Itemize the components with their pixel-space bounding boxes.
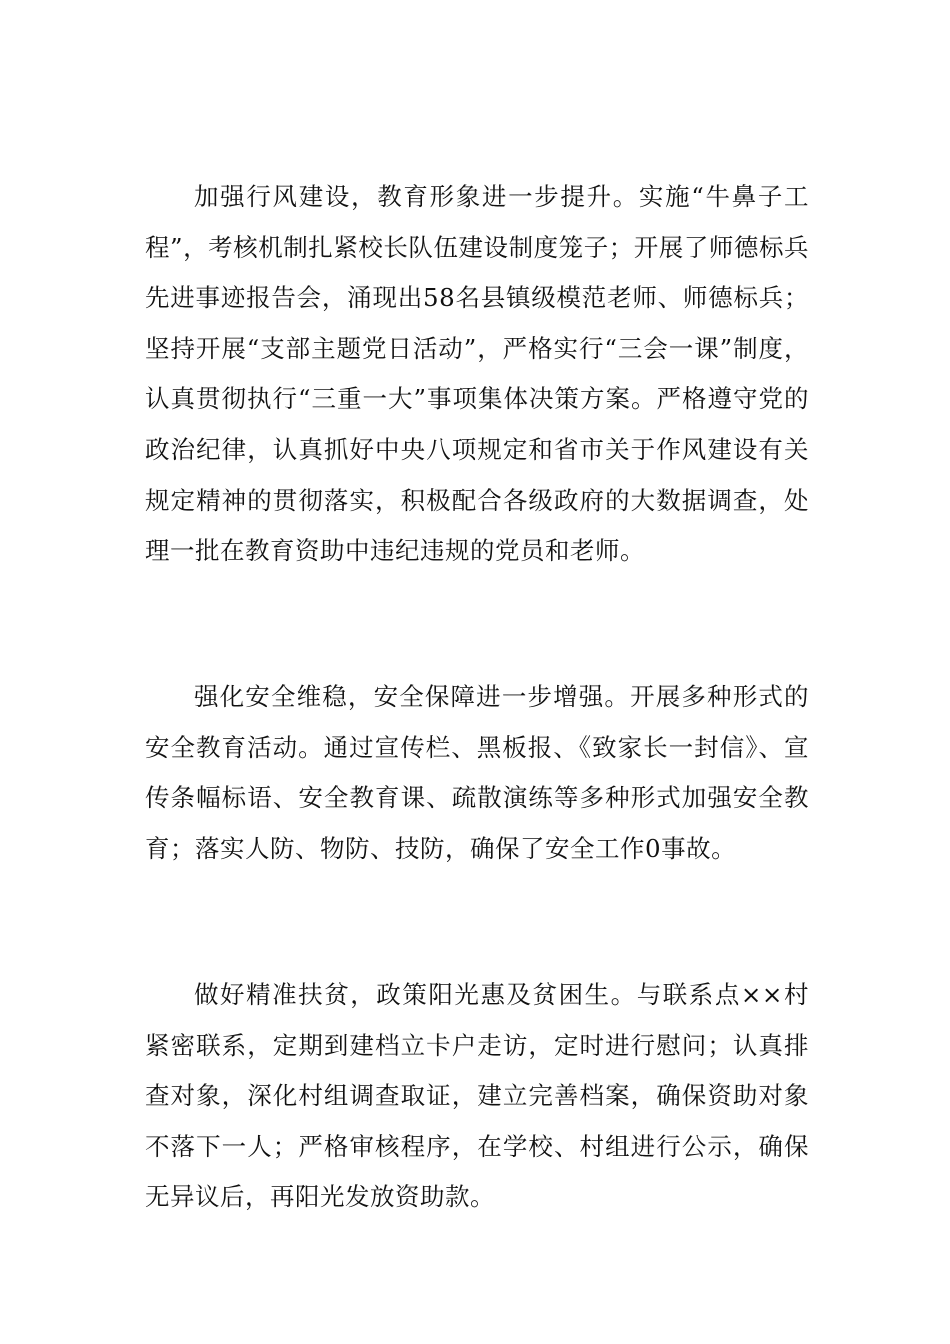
paragraph-safety-stability: 强化安全维稳，安全保障进一步增强。开展多种形式的安全教育活动。通过宣传栏、黑板报、《致家长一封信》、宣传条幅标语、安全教育课、疏散演练等多种形式加强安全教育；落实人防、物防、技防，确保了安全工作0事故。 xyxy=(145,682,809,863)
paragraph-poverty-alleviation: 做好精准扶贫，政策阳光惠及贫困生。与联系点××村紧密联系，定期到建档立卡户走访，定时进行慰问；认真排查对象，深化村组调查取证，建立完善档案，确保资助对象不落下一人；严格审核程序，在学校、村组进行公示，确保无异议后，再阳光发放资助款。 xyxy=(145,980,809,1212)
paragraph-conduct-building: 加强行风建设，教育形象进一步提升。实施“牛鼻子工程”，考核机制扎紧校长队伍建设制度笼子；开展了师德标兵先进事迹报告会，涌现出58名县镇级模范老师、师德标兵；坚持开展“支部主题党日活动”，严格实行“三会一课”制度，认真贯彻执行“三重一大”事项集体决策方案。严格遵守党的政治纪律，认真抓好中央八项规定和省市关于作风建设有关规定精神的贯彻落实，积极配合各级政府的大数据调查，处理一批在教育资助中违纪违规的党员和老师。 xyxy=(145,182,809,566)
